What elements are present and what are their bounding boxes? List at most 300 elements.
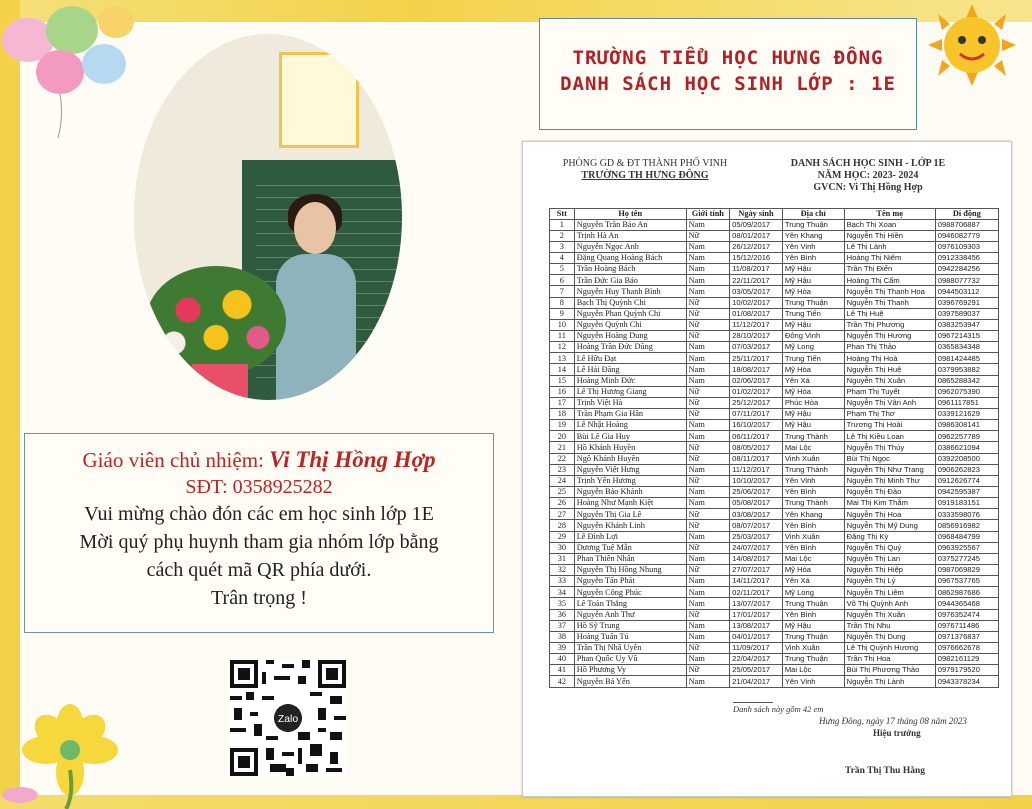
cell-student-name: Trịnh Hà An bbox=[574, 230, 686, 241]
cell-gender: Nam bbox=[686, 420, 729, 431]
cell-mother-name: Bùi Thị Phương Thảo bbox=[844, 665, 935, 676]
cell-row-index: 17 bbox=[550, 397, 575, 408]
cell-student-name: Đặng Quang Hoàng Bách bbox=[574, 253, 686, 264]
cell-birth-date: 11/12/2017 bbox=[730, 464, 783, 475]
cell-student-name: Nguyễn Bảo Khánh bbox=[574, 486, 686, 497]
cell-student-name: Lê Toàn Thắng bbox=[574, 598, 686, 609]
cell-birth-date: 06/11/2017 bbox=[730, 431, 783, 442]
cell-row-index: 1 bbox=[550, 219, 575, 230]
cell-phone-number: 0942595387 bbox=[935, 486, 998, 497]
table-row bbox=[550, 241, 999, 252]
cell-phone-number: 0912338456 bbox=[935, 253, 998, 264]
table-row bbox=[550, 676, 999, 687]
table-row bbox=[550, 665, 999, 676]
welcome-text: Vui mừng chào đón các em học sinh lớp 1E bbox=[84, 503, 434, 525]
cell-phone-number: 0968484799 bbox=[935, 531, 998, 542]
homeroom-teacher: GVCN: Vi Thị Hồng Hợp bbox=[813, 182, 923, 193]
cell-student-name: Nguyễn Anh Thư bbox=[574, 609, 686, 620]
cell-gender: Nữ bbox=[686, 397, 729, 408]
cell-birth-date: 11/08/2017 bbox=[730, 264, 783, 275]
table-row bbox=[550, 642, 999, 653]
cell-gender: Nữ bbox=[686, 564, 729, 575]
school-title-box bbox=[539, 18, 917, 130]
table-row bbox=[550, 654, 999, 665]
cell-phone-number: 0397589037 bbox=[935, 308, 998, 319]
cell-gender: Nam bbox=[686, 676, 729, 687]
cell-birth-date: 02/11/2017 bbox=[730, 587, 783, 598]
cell-row-index: 34 bbox=[550, 587, 575, 598]
cell-gender: Nữ bbox=[686, 609, 729, 620]
cell-student-name: Phan Quốc Uy Vũ bbox=[574, 654, 686, 665]
cell-address: Yên Vinh bbox=[782, 676, 844, 687]
cell-phone-number: 0862987686 bbox=[935, 587, 998, 598]
cell-gender: Nam bbox=[686, 654, 729, 665]
cell-mother-name: Nguyễn Thị Hiền bbox=[844, 230, 935, 241]
cell-birth-date: 08/01/2017 bbox=[730, 230, 783, 241]
sun-decoration bbox=[912, 0, 1032, 90]
cell-birth-date: 25/11/2017 bbox=[730, 353, 783, 364]
cell-phone-number: 0987069829 bbox=[935, 564, 998, 575]
table-row bbox=[550, 375, 999, 386]
cell-birth-date: 05/09/2017 bbox=[730, 219, 783, 230]
cell-mother-name: Trần Thị Phương bbox=[844, 319, 935, 330]
cell-student-name: Lê Hữu Đạt bbox=[574, 353, 686, 364]
cell-phone-number: 0981424485 bbox=[935, 353, 998, 364]
column-header: Ngày sinh bbox=[730, 209, 783, 220]
cell-row-index: 18 bbox=[550, 408, 575, 419]
cell-mother-name: Nguyễn Thị Hương bbox=[844, 331, 935, 342]
cell-student-name: Nguyễn Thị Hồng Nhung bbox=[574, 564, 686, 575]
cell-student-name: Trần Hoàng Bách bbox=[574, 264, 686, 275]
cell-phone-number: 0906262823 bbox=[935, 464, 998, 475]
cell-address: Mỹ Long bbox=[782, 342, 844, 353]
cell-birth-date: 25/12/2017 bbox=[730, 397, 783, 408]
table-row bbox=[550, 475, 999, 486]
flower-decoration bbox=[0, 700, 160, 809]
cell-row-index: 20 bbox=[550, 431, 575, 442]
table-row bbox=[550, 564, 999, 575]
cell-gender: Nữ bbox=[686, 297, 729, 308]
cell-row-index: 36 bbox=[550, 609, 575, 620]
cell-gender: Nữ bbox=[686, 308, 729, 319]
cell-gender: Nam bbox=[686, 631, 729, 642]
table-row bbox=[550, 486, 999, 497]
cell-phone-number: 0979179520 bbox=[935, 665, 998, 676]
cell-address: Yên Khang bbox=[782, 509, 844, 520]
cell-mother-name: Nguyễn Thị Mỹ Dung bbox=[844, 520, 935, 531]
table-row bbox=[550, 230, 999, 241]
column-header: Stt bbox=[550, 209, 575, 220]
cell-gender: Nam bbox=[686, 498, 729, 509]
cell-birth-date: 14/08/2017 bbox=[730, 553, 783, 564]
table-row bbox=[550, 631, 999, 642]
table-row bbox=[550, 286, 999, 297]
cell-student-name: Trần Đức Gia Bảo bbox=[574, 275, 686, 286]
cell-student-name: Trịnh Việt Hà bbox=[574, 397, 686, 408]
cell-birth-date: 02/06/2017 bbox=[730, 375, 783, 386]
cell-student-name: Trịnh Yến Hương bbox=[574, 475, 686, 486]
cell-row-index: 39 bbox=[550, 642, 575, 653]
cell-student-name: Ngô Khánh Huyền bbox=[574, 453, 686, 464]
cell-row-index: 38 bbox=[550, 631, 575, 642]
cell-mother-name: Phan Thị Thảo bbox=[844, 342, 935, 353]
table-row bbox=[550, 587, 999, 598]
cell-address: Yên Xá bbox=[782, 375, 844, 386]
cell-gender: Nữ bbox=[686, 319, 729, 330]
table-row bbox=[550, 520, 999, 531]
table-row bbox=[550, 598, 999, 609]
cell-phone-number: 0944503112 bbox=[935, 286, 998, 297]
cell-phone-number: 0944365468 bbox=[935, 598, 998, 609]
cell-gender: Nữ bbox=[686, 386, 729, 397]
teacher-name: Vi Thị Hồng Hợp bbox=[269, 447, 436, 472]
cell-birth-date: 25/05/2017 bbox=[730, 665, 783, 676]
cell-student-name: Hồ Phương Vy bbox=[574, 665, 686, 676]
doc-header-left bbox=[555, 158, 735, 182]
cell-mother-name: Nguyễn Thị Như Trang bbox=[844, 464, 935, 475]
cell-address: Mai Lộc bbox=[782, 442, 844, 453]
cell-row-index: 16 bbox=[550, 386, 575, 397]
table-row bbox=[550, 509, 999, 520]
cell-student-name: Nguyễn Công Phúc bbox=[574, 587, 686, 598]
cell-address: Mỹ Hậu bbox=[782, 319, 844, 330]
cell-birth-date: 08/07/2017 bbox=[730, 520, 783, 531]
cell-gender: Nam bbox=[686, 553, 729, 564]
cell-row-index: 11 bbox=[550, 331, 575, 342]
cell-address: Mai Lộc bbox=[782, 665, 844, 676]
table-row bbox=[550, 609, 999, 620]
cell-birth-date: 05/08/2017 bbox=[730, 498, 783, 509]
cell-birth-date: 16/10/2017 bbox=[730, 420, 783, 431]
cell-gender: Nam bbox=[686, 275, 729, 286]
cell-row-index: 12 bbox=[550, 342, 575, 353]
class-list-title: DANH SÁCH HỌC SINH LỚP : 1E bbox=[560, 73, 896, 95]
cell-birth-date: 25/06/2017 bbox=[730, 486, 783, 497]
table-row bbox=[550, 576, 999, 587]
cell-mother-name: Đặng Thị Kỳ bbox=[844, 531, 935, 542]
invite-text-2: cách quét mã QR phía dưới. bbox=[146, 559, 372, 581]
cell-row-index: 27 bbox=[550, 509, 575, 520]
table-row bbox=[550, 442, 999, 453]
cell-row-index: 13 bbox=[550, 353, 575, 364]
table-row bbox=[550, 253, 999, 264]
cell-address: Yên Xá bbox=[782, 576, 844, 587]
cell-row-index: 31 bbox=[550, 553, 575, 564]
cell-row-index: 33 bbox=[550, 576, 575, 587]
cell-address: Trung Thuận bbox=[782, 297, 844, 308]
cell-row-index: 9 bbox=[550, 308, 575, 319]
table-header-row bbox=[550, 209, 999, 220]
cell-address: Vinh Xuân bbox=[782, 453, 844, 464]
cell-gender: Nam bbox=[686, 486, 729, 497]
cell-gender: Nam bbox=[686, 364, 729, 375]
teacher-line bbox=[25, 446, 493, 474]
cell-gender: Nữ bbox=[686, 509, 729, 520]
cell-student-name: Nguyễn Tấn Phát bbox=[574, 576, 686, 587]
cell-address: Mỹ Hòa bbox=[782, 286, 844, 297]
cell-phone-number: 0988077732 bbox=[935, 275, 998, 286]
cell-row-index: 25 bbox=[550, 486, 575, 497]
cell-mother-name: Phạm Thị Thơ bbox=[844, 408, 935, 419]
cell-address: Vinh Xuân bbox=[782, 531, 844, 542]
cell-phone-number: 0386621094 bbox=[935, 442, 998, 453]
cell-student-name: Lê Thị Hương Giang bbox=[574, 386, 686, 397]
cell-gender: Nam bbox=[686, 353, 729, 364]
cell-mother-name: Nguyễn Thị Vân Anh bbox=[844, 397, 935, 408]
cell-gender: Nam bbox=[686, 375, 729, 386]
cell-phone-number: 0982161129 bbox=[935, 654, 998, 665]
cell-row-index: 26 bbox=[550, 498, 575, 509]
cell-row-index: 32 bbox=[550, 564, 575, 575]
cell-row-index: 24 bbox=[550, 475, 575, 486]
cell-student-name: Nguyễn Ngọc Anh bbox=[574, 241, 686, 252]
table-row bbox=[550, 319, 999, 330]
cell-gender: Nam bbox=[686, 531, 729, 542]
cell-student-name: Bùi Lê Gia Huy bbox=[574, 431, 686, 442]
cell-student-name: Nguyễn Khánh Linh bbox=[574, 520, 686, 531]
cell-mother-name: Nguyễn Thị Lan bbox=[844, 553, 935, 564]
cell-address: Trung Thuận bbox=[782, 598, 844, 609]
cell-phone-number: 0986308141 bbox=[935, 420, 998, 431]
invite-text-1: Mời quý phụ huynh tham gia nhóm lớp bằng bbox=[79, 531, 439, 553]
cell-mother-name: Hoàng Thị Niêm bbox=[844, 253, 935, 264]
cell-student-name: Nguyễn Huy Thanh Bình bbox=[574, 286, 686, 297]
cell-student-name: Nguyễn Quỳnh Chi bbox=[574, 319, 686, 330]
teacher-phone: SĐT: 0358925282 bbox=[185, 476, 333, 498]
cell-student-name: Hồ Sỹ Trung bbox=[574, 620, 686, 631]
cell-gender: Nữ bbox=[686, 665, 729, 676]
table-row bbox=[550, 308, 999, 319]
cell-address: Yên Bình bbox=[782, 486, 844, 497]
cell-mother-name: Nguyễn Thị Dung bbox=[844, 631, 935, 642]
cell-mother-name: Nguyễn Thị Thanh bbox=[844, 297, 935, 308]
cell-birth-date: 15/12/2016 bbox=[730, 253, 783, 264]
cell-mother-name: Bạch Thị Xoan bbox=[844, 219, 935, 230]
cell-row-index: 3 bbox=[550, 241, 575, 252]
cell-phone-number: 0976109303 bbox=[935, 241, 998, 252]
cell-address: Mai Lộc bbox=[782, 553, 844, 564]
cell-mother-name: Trương Thị Hoài bbox=[844, 420, 935, 431]
cell-birth-date: 01/02/2017 bbox=[730, 386, 783, 397]
doc-header-right bbox=[753, 158, 983, 194]
cell-student-name: Nguyễn Hoàng Dung bbox=[574, 331, 686, 342]
cell-row-index: 7 bbox=[550, 286, 575, 297]
column-header: Giới tính bbox=[686, 209, 729, 220]
cell-mother-name: Hoàng Thị Cẩm bbox=[844, 275, 935, 286]
cell-gender: Nam bbox=[686, 576, 729, 587]
table-row bbox=[550, 542, 999, 553]
cell-phone-number: 0967537765 bbox=[935, 576, 998, 587]
cell-birth-date: 08/11/2017 bbox=[730, 453, 783, 464]
cell-mother-name: Võ Thị Quỳnh Anh bbox=[844, 598, 935, 609]
cell-birth-date: 03/05/2017 bbox=[730, 286, 783, 297]
cell-phone-number: 0961117851 bbox=[935, 397, 998, 408]
cell-mother-name: Lê Thị Lành bbox=[844, 241, 935, 252]
cell-address: Mỹ Hòa bbox=[782, 564, 844, 575]
cell-address: Trung Tiến bbox=[782, 308, 844, 319]
cell-row-index: 4 bbox=[550, 253, 575, 264]
cell-mother-name: Lê Thị Quỳnh Hương bbox=[844, 642, 935, 653]
cell-birth-date: 18/08/2017 bbox=[730, 364, 783, 375]
cell-gender: Nam bbox=[686, 598, 729, 609]
cell-phone-number: 0919183151 bbox=[935, 498, 998, 509]
cell-phone-number: 0943378234 bbox=[935, 676, 998, 687]
cell-gender: Nữ bbox=[686, 408, 729, 419]
cell-student-name: Hoàng Minh Đức bbox=[574, 375, 686, 386]
cell-address: Đông Vinh bbox=[782, 331, 844, 342]
cell-address: Yên Bình bbox=[782, 609, 844, 620]
cell-student-name: Nguyễn Phan Quỳnh Chi bbox=[574, 308, 686, 319]
cell-gender: Nam bbox=[686, 431, 729, 442]
cell-gender: Nữ bbox=[686, 475, 729, 486]
cell-address: Mỹ Hậu bbox=[782, 408, 844, 419]
cell-address: Vinh Xuân bbox=[782, 642, 844, 653]
cell-phone-number: 0365834348 bbox=[935, 342, 998, 353]
cell-mother-name: Nguyễn Thị Thủy bbox=[844, 442, 935, 453]
cell-mother-name: Nguyễn Thị Xuân bbox=[844, 375, 935, 386]
cell-row-index: 37 bbox=[550, 620, 575, 631]
cell-gender: Nữ bbox=[686, 453, 729, 464]
cell-mother-name: Nguyễn Thị Liêm bbox=[844, 587, 935, 598]
cell-phone-number: 0988706887 bbox=[935, 219, 998, 230]
cell-phone-number: 0976352474 bbox=[935, 609, 998, 620]
zalo-qr-code[interactable] bbox=[230, 660, 346, 776]
cell-birth-date: 13/08/2017 bbox=[730, 620, 783, 631]
cell-mother-name: Nguyễn Thị Đào bbox=[844, 486, 935, 497]
table-body bbox=[550, 219, 999, 687]
cell-student-name: Hồ Khánh Huyền bbox=[574, 442, 686, 453]
cell-birth-date: 04/01/2017 bbox=[730, 631, 783, 642]
cell-row-index: 19 bbox=[550, 420, 575, 431]
school-name: TRƯỜNG TIỂU HỌC HƯNG ĐÔNG bbox=[572, 47, 884, 69]
balloons-decoration bbox=[0, 0, 140, 140]
cell-gender: Nam bbox=[686, 264, 729, 275]
table-row bbox=[550, 297, 999, 308]
cell-address: Mỹ Hậu bbox=[782, 275, 844, 286]
cell-row-index: 30 bbox=[550, 542, 575, 553]
cell-phone-number: 0971376837 bbox=[935, 631, 998, 642]
cell-row-index: 14 bbox=[550, 364, 575, 375]
cell-birth-date: 07/03/2017 bbox=[730, 342, 783, 353]
cell-phone-number: 0333598076 bbox=[935, 509, 998, 520]
cell-student-name: Trần Thị Nhã Uyên bbox=[574, 642, 686, 653]
cell-birth-date: 22/11/2017 bbox=[730, 275, 783, 286]
cell-phone-number: 0976662678 bbox=[935, 642, 998, 653]
cell-row-index: 29 bbox=[550, 531, 575, 542]
student-table bbox=[549, 208, 999, 688]
table-row bbox=[550, 264, 999, 275]
cell-birth-date: 28/10/2017 bbox=[730, 331, 783, 342]
table-row bbox=[550, 397, 999, 408]
cell-mother-name: Trần Thị Điển bbox=[844, 264, 935, 275]
cell-birth-date: 10/02/2017 bbox=[730, 297, 783, 308]
cell-mother-name: Trần Thị Nhu bbox=[844, 620, 935, 631]
principal-name: Trần Thị Thu Hằng bbox=[845, 766, 925, 776]
cell-birth-date: 17/01/2017 bbox=[730, 609, 783, 620]
cell-row-index: 5 bbox=[550, 264, 575, 275]
table-row bbox=[550, 498, 999, 509]
cell-mother-name: Nguyễn Thị Quý bbox=[844, 542, 935, 553]
cell-phone-number: 0976711486 bbox=[935, 620, 998, 631]
cell-address: Mỹ Hậu bbox=[782, 620, 844, 631]
cell-phone-number: 0379953882 bbox=[935, 364, 998, 375]
cell-mother-name: Nguyễn Thị Thanh Hoa bbox=[844, 286, 935, 297]
table-row bbox=[550, 364, 999, 375]
cell-gender: Nam bbox=[686, 286, 729, 297]
cell-address: Phúc Hòa bbox=[782, 397, 844, 408]
cell-mother-name: Lê Thị Kiều Loan bbox=[844, 431, 935, 442]
cell-mother-name: Nguyễn Thị Lành bbox=[844, 676, 935, 687]
cell-row-index: 35 bbox=[550, 598, 575, 609]
list-title: DANH SÁCH HỌC SINH - LỚP 1E bbox=[790, 158, 946, 169]
cell-row-index: 6 bbox=[550, 275, 575, 286]
cell-address: Mỹ Long bbox=[782, 587, 844, 598]
cell-row-index: 28 bbox=[550, 520, 575, 531]
school-year: NĂM HỌC: 2023- 2024 bbox=[817, 170, 919, 181]
summary-text: Danh sách này gồm 42 em bbox=[733, 704, 824, 714]
cell-birth-date: 07/11/2017 bbox=[730, 408, 783, 419]
cell-gender: Nữ bbox=[686, 230, 729, 241]
cell-mother-name: Nguyễn Thị Xuân bbox=[844, 609, 935, 620]
table-row bbox=[550, 342, 999, 353]
cell-birth-date: 22/04/2017 bbox=[730, 654, 783, 665]
cell-birth-date: 21/04/2017 bbox=[730, 676, 783, 687]
cell-birth-date: 01/08/2017 bbox=[730, 308, 783, 319]
table-row bbox=[550, 420, 999, 431]
cell-row-index: 8 bbox=[550, 297, 575, 308]
cell-phone-number: 0912626774 bbox=[935, 475, 998, 486]
table-row bbox=[550, 408, 999, 419]
cell-student-name: Nguyễn Bá Yến bbox=[574, 676, 686, 687]
cell-row-index: 42 bbox=[550, 676, 575, 687]
table-row bbox=[550, 275, 999, 286]
teacher-info-box bbox=[24, 433, 494, 633]
cell-gender: Nam bbox=[686, 219, 729, 230]
cell-birth-date: 03/08/2017 bbox=[730, 509, 783, 520]
cell-phone-number: 0396769291 bbox=[935, 297, 998, 308]
table-row bbox=[550, 620, 999, 631]
cell-row-index: 41 bbox=[550, 665, 575, 676]
table-row bbox=[550, 331, 999, 342]
cell-student-name: Trần Phạm Gia Hân bbox=[574, 408, 686, 419]
cell-address: Mỹ Hòa bbox=[782, 386, 844, 397]
cell-mother-name: Hoàng Thị Hoà bbox=[844, 353, 935, 364]
cell-birth-date: 10/10/2017 bbox=[730, 475, 783, 486]
cell-phone-number: 0392208500 bbox=[935, 453, 998, 464]
cell-phone-number: 0375277245 bbox=[935, 553, 998, 564]
column-header: Di động bbox=[935, 209, 998, 220]
cell-address: Yên Bình bbox=[782, 542, 844, 553]
cell-student-name: Hoàng Trần Đức Dũng bbox=[574, 342, 686, 353]
cell-phone-number: 0856916982 bbox=[935, 520, 998, 531]
cell-row-index: 22 bbox=[550, 453, 575, 464]
cell-row-index: 40 bbox=[550, 654, 575, 665]
cell-student-name: Bạch Thị Quỳnh Chi bbox=[574, 297, 686, 308]
cell-row-index: 10 bbox=[550, 319, 575, 330]
cell-mother-name: Nguyễn Thị Minh Thư bbox=[844, 475, 935, 486]
table-row bbox=[550, 553, 999, 564]
school-short-name: TRƯỜNG TH HƯNG ĐÔNG bbox=[581, 170, 709, 181]
cell-gender: Nam bbox=[686, 241, 729, 252]
table-row bbox=[550, 464, 999, 475]
cell-birth-date: 14/11/2017 bbox=[730, 576, 783, 587]
cell-address: Trung Thành bbox=[782, 464, 844, 475]
cell-address: Trung Thuận bbox=[782, 631, 844, 642]
department-name: PHÒNG GD & ĐT THÀNH PHỐ VINH bbox=[562, 158, 728, 169]
cell-address: Yên Bình bbox=[782, 253, 844, 264]
cell-birth-date: 13/07/2017 bbox=[730, 598, 783, 609]
teacher-prefix: Giáo viên chủ nhiệm: bbox=[82, 448, 270, 472]
